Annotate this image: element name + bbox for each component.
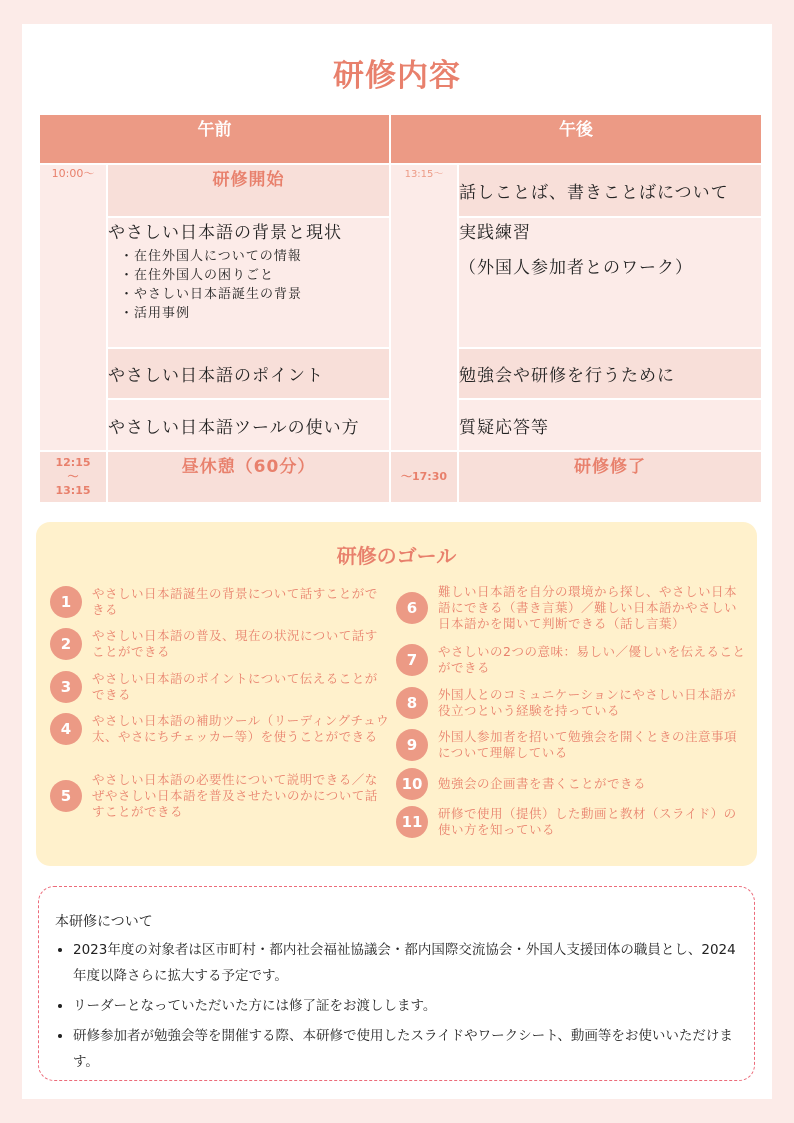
goal-number-badge: 5 (50, 780, 82, 812)
goal-text: やさしい日本語誕生の背景について話すことができる (92, 586, 378, 617)
subitem: ・活用事例 (120, 306, 191, 321)
session-start: 研修開始 (107, 164, 390, 217)
afternoon-start-time: 13:15～ (390, 164, 458, 451)
about-title: 本研修について (55, 914, 153, 930)
session-subitems (108, 247, 389, 323)
goal-text: 研修で使用（提供）した動画と教材（スライド）の使い方を知っている (438, 806, 737, 837)
morning-session-2 (107, 217, 390, 348)
subitem: ・在住外国人についての情報 (120, 249, 302, 264)
lunch-time (39, 451, 107, 503)
morning-session-4: やさしい日本語ツールの使い方 (107, 399, 390, 451)
goal-item (396, 644, 746, 676)
goal-text: やさしいの2つの意味：易しい／優しいを伝えることができる (438, 644, 746, 675)
goal-item (50, 671, 390, 703)
goal-number-badge: 6 (396, 592, 428, 624)
goal-text: やさしい日本語の普及、現在の状況について話すことができる (92, 628, 378, 659)
subitem: ・やさしい日本語誕生の背景 (120, 287, 303, 302)
goal-item (50, 772, 390, 820)
goal-text: 外国人とのコミュニケーションにやさしい日本語が役立つという経験を持っている (438, 687, 737, 718)
goal-number-badge: 2 (50, 628, 82, 660)
goal-item (50, 586, 390, 618)
about-list (55, 937, 749, 1075)
session-title: 実践練習 (459, 223, 531, 243)
page-title: 研修内容 (333, 58, 461, 94)
goals-title: 研修のゴール (336, 544, 457, 568)
goal-text: 外国人参加者を招いて勉強会を開くときの注意事項について理解している (438, 729, 738, 760)
afternoon-session-2 (458, 217, 762, 348)
end-time: ～17:30 (390, 451, 458, 503)
goal-item (396, 768, 746, 800)
goal-number-badge: 7 (396, 644, 428, 676)
session-end: 研修修了 (458, 451, 762, 503)
goal-item (396, 584, 746, 632)
about-panel (38, 886, 755, 1081)
afternoon-session-4: 質疑応答等 (458, 399, 762, 451)
morning-header: 午前 (39, 114, 390, 164)
goal-text: 勉強会の企画書を書くことができる (438, 776, 647, 791)
goal-text: やさしい日本語の補助ツール（リーディングチュウ太、やさにちチェッカー等）を使うことができる (92, 713, 390, 744)
goal-text: やさしい日本語のポイントについて伝えることができる (92, 671, 378, 702)
afternoon-session-3: 勉強会や研修を行うために (458, 348, 762, 399)
morning-session-3: やさしい日本語のポイント (107, 348, 390, 399)
goals-panel (36, 522, 757, 866)
goal-number-badge: 10 (396, 768, 428, 800)
goal-item (396, 687, 746, 719)
goal-text: 難しい日本語を自分の環境から探し、やさしい日本語にできる（書き言葉）／難しい日本語かやさしい日本語かを聞いて判断できる（話し言葉） (438, 584, 738, 631)
goal-text: やさしい日本語の必要性について説明できる／なぜやさしい日本語を普及させたいのかについて話すことができる (92, 772, 378, 819)
lunch-break: 昼休憩（60分） (107, 451, 390, 503)
lunch-sep: ～ (67, 470, 79, 483)
session-subtitle: （外国人参加者とのワーク） (459, 258, 693, 278)
lunch-to: 13:15 (55, 484, 91, 497)
session-title: やさしい日本語の背景と現状 (108, 223, 342, 243)
goal-item (396, 729, 746, 761)
about-bullet: • 研修参加者が勉強会等を開催する際、本研修で使用したスライドやワークシート、動画等をお使いいただけます。 (73, 1023, 749, 1075)
morning-start-time: 10:00～ (39, 164, 107, 451)
goal-number-badge: 4 (50, 713, 82, 745)
page (22, 24, 772, 1099)
goal-number-badge: 1 (50, 586, 82, 618)
about-bullet: • 2023年度の対象者は区市町村・都内社会福祉協議会・都内国際交流協会・外国人支援団体の職員とし、2024年度以降さらに拡大する予定です。 (73, 937, 749, 989)
goal-item (50, 628, 390, 660)
goal-number-badge: 3 (50, 671, 82, 703)
schedule-table (38, 113, 763, 504)
goal-item (396, 806, 746, 838)
afternoon-session-1: 話しことば、書きことばについて (458, 164, 762, 217)
goal-number-badge: 8 (396, 687, 428, 719)
goal-number-badge: 9 (396, 729, 428, 761)
subitem: ・在住外国人の困りごと (120, 268, 275, 283)
about-bullet: • リーダーとなっていただいた方には修了証をお渡しします。 (73, 993, 749, 1019)
afternoon-header: 午後 (390, 114, 762, 164)
goal-item (50, 713, 390, 745)
goal-number-badge: 11 (396, 806, 428, 838)
lunch-from: 12:15 (55, 456, 91, 469)
